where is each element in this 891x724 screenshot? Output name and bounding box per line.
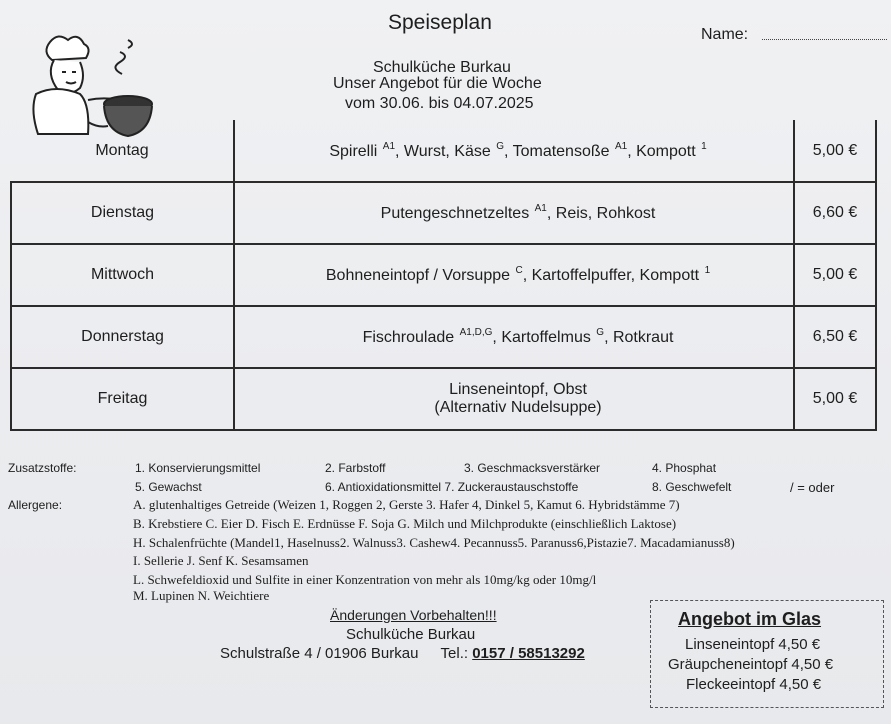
allergen-line: L. Schwefeldioxid und Sulfite in einer Konzentration von mehr als 10mg/kg oder 10mg/l (133, 572, 597, 587)
allergen-line: B. Krebstiere C. Eier D. Fisch E. Erdnüsse F. Soja G. Milch und Milchprodukte (einschließlich Laktose) (133, 516, 677, 531)
jar-offer-title: Angebot im Glas (678, 609, 822, 629)
additive-item: 5. Gewachst (135, 480, 202, 494)
offer-subtitle: Unser Angebot für die Woche (333, 75, 542, 92)
menu-day: Freitag (11, 368, 234, 430)
additive-item: 4. Phosphat (652, 461, 717, 475)
footer-kitchen-name: Schulküche Burkau (346, 626, 476, 643)
jar-offer-item: Fleckeeintopf 4,50 € (686, 676, 822, 693)
menu-day: Mittwoch (11, 244, 234, 306)
changes-reserved-notice: Änderungen Vorbehalten!!! (330, 607, 497, 623)
allergen-line: I. Sellerie J. Senf K. Sesamsamen (133, 553, 309, 568)
kitchen-name: Schulküche Burkau (373, 59, 511, 76)
menu-price: 5,00 € (794, 368, 876, 430)
date-range: vom 30.06. bis 04.07.2025 (345, 95, 534, 112)
additives-label: Zusatzstoffe: (8, 461, 77, 475)
allergens-label: Allergene: (8, 498, 63, 512)
allergen-line: A. glutenhaltiges Getreide (Weizen 1, Roggen 2, Gerste 3. Hafer 4, Dinkel 5, Kamut 6. Hybridstämme 7) (133, 497, 680, 512)
menu-row-dienstag (11, 182, 876, 244)
menu-dish: Linseneintopf, Obst (Alternativ Nudelsuppe) (234, 368, 794, 430)
page-title: Speiseplan (388, 11, 492, 34)
tel-label: Tel.: (440, 645, 469, 662)
jar-offer-item: Gräupcheneintopf 4,50 € (668, 656, 834, 673)
menu-row-mittwoch (11, 244, 876, 306)
menu-day: Montag (11, 120, 234, 182)
additive-item: 6. Antioxidationsmittel 7. Zuckeraustauschstoffe (325, 480, 579, 494)
footer-contact (220, 645, 585, 662)
allergen-line: H. Schalenfrüchte (Mandel1, Haselnuss2. Walnuss3. Cashew4. Pecannuss5. Paranuss6,Pistazie7. Macadamianuss8) (133, 535, 735, 550)
menu-row-montag (11, 120, 876, 182)
menu-price: 5,00 € (794, 120, 876, 182)
jar-offer-item: Linseneintopf 4,50 € (685, 636, 821, 653)
menu-price: 6,60 € (794, 182, 876, 244)
name-line (762, 39, 887, 40)
menu-row-donnerstag (11, 306, 876, 368)
allergen-line: M. Lupinen N. Weichtiere (133, 588, 270, 603)
menu-day: Dienstag (11, 182, 234, 244)
legend-oder: / = oder (790, 480, 835, 495)
menu-dish: Fischroulade $^{A1,D,G}$, Kartoffelmus $^G$, Rotkraut (234, 306, 794, 368)
menu-price: 6,50 € (794, 306, 876, 368)
menu-price: 5,00 € (794, 244, 876, 306)
name-label: Name: (701, 26, 749, 43)
menu-dish: Spirelli $^{A1}$, Wurst, Käse $^G$, Tomatensoße $^{A1}$, Kompott $^1$ (234, 120, 794, 182)
phone-number: 0157 / 58513292 (472, 645, 585, 662)
additive-item: 1. Konservierungsmittel (135, 461, 261, 475)
address-text: Schulstraße 4 / 01906 Burkau (220, 645, 419, 662)
menu-dish: Putengeschnetzeltes $^{A1}$, Reis, Rohkost (234, 182, 794, 244)
additive-item: 8. Geschwefelt (652, 480, 732, 494)
menu-dish: Bohneneintopf / Vorsuppe $^C$, Kartoffelpuffer, Kompott $^1$ (234, 244, 794, 306)
additive-item: 2. Farbstoff (325, 461, 386, 475)
menu-day: Donnerstag (11, 306, 234, 368)
weekly-menu-table (10, 120, 877, 431)
additive-item: 3. Geschmacksverstärker (464, 461, 601, 475)
menu-row-freitag (11, 368, 876, 430)
